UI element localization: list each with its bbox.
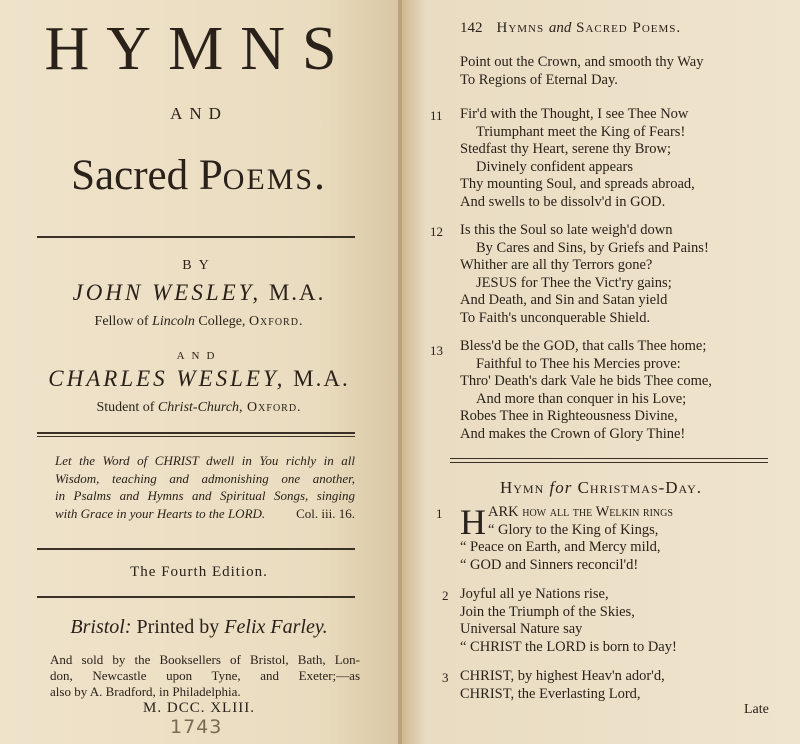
- verse-line: “ Glory to the King of Kings,: [488, 521, 659, 538]
- verse-line: And swells to be dissolv'd in GOD.: [460, 193, 666, 210]
- rule-above-epigraph-thin: [37, 436, 355, 437]
- verse-line: Fir'd with the Thought, I see Thee Now: [460, 106, 689, 122]
- verse-line: “ GOD and Sinners reconcil'd!: [460, 556, 639, 573]
- imprint-printer: [0, 616, 398, 639]
- affil-text: Student of: [96, 400, 158, 415]
- verse-line: Universal Nature say: [460, 621, 583, 637]
- verse-line: Faithful to Thee his Mercies prove:: [476, 355, 681, 372]
- author-charles-name: CHARLES WESLEY,: [48, 366, 286, 391]
- verse-line: “ CHRIST the LORD is born to Day!: [460, 638, 677, 655]
- author-john-name: JOHN WESLEY,: [72, 280, 262, 305]
- verse-line: To Faith's unconquerable Shield.: [460, 309, 651, 326]
- verse-line: Is this the Soul so late weigh'd down: [460, 222, 673, 238]
- author-charles-degree: M.A.: [293, 366, 350, 391]
- catchword: Late: [744, 702, 769, 717]
- running-head-text: Sacred Poems.: [571, 20, 682, 36]
- verse-line: Triumphant meet the King of Fears!: [476, 123, 686, 140]
- author-charles-affiliation: [0, 400, 398, 416]
- affil-university: Oxford.: [242, 400, 302, 415]
- stanza-number: 13: [430, 343, 443, 358]
- verse-line: And more than conquer in his Love;: [476, 390, 687, 407]
- hymn-page: [402, 0, 800, 744]
- section-rule: [450, 458, 768, 459]
- running-head-text: and: [548, 20, 572, 36]
- verse-line: CHRIST, by highest Heav'n ador'd,: [460, 668, 665, 684]
- verse-line: “ Peace on Earth, and Mercy mild,: [460, 539, 661, 555]
- verse-line: Robes Thee in Righteousness Divine,: [460, 408, 678, 424]
- epigraph-line: Let the Word of CHRIST dwell in You richly in all: [55, 453, 355, 468]
- hymn-title: [402, 478, 800, 498]
- drop-cap: H: [460, 502, 486, 542]
- imprint-line: also by A. Bradford, in Philadelphia.: [50, 684, 241, 699]
- verse-line: Thro' Death's dark Vale he bids Thee come,: [460, 373, 712, 389]
- author-charles: [0, 366, 398, 392]
- verse-line: ARK how all the Welkin rings: [488, 504, 673, 520]
- epigraph-reference: Col. iii. 16.: [296, 505, 355, 521]
- verse-line: JESUS for Thee the Vict'ry gains;: [476, 274, 672, 291]
- title-main: HYMNS: [44, 15, 354, 83]
- epigraph-line: Wisdom, teaching and admonishing one another,: [55, 470, 355, 486]
- imprint-line: And sold by the Booksellers of Bristol, Bath, Lon-: [50, 652, 360, 667]
- stanza-number: 11: [430, 108, 443, 123]
- affil-text: College,: [194, 314, 249, 329]
- stanza-number: 1: [436, 506, 443, 521]
- imprint-printer-name: Felix Farley.: [224, 616, 328, 638]
- page-number: 142: [460, 20, 483, 36]
- rule-below-edition: [37, 596, 355, 598]
- verse-line: Join the Triumph of the Skies,: [460, 603, 635, 620]
- affil-text: Fellow of: [94, 314, 153, 329]
- verse-line: Divinely confident appears: [476, 158, 634, 175]
- running-head: [460, 20, 681, 37]
- edition: The Fourth Edition.: [130, 564, 268, 580]
- epigraph: [55, 452, 355, 522]
- title-sacred-poems: [0, 148, 398, 204]
- verse-line: Point out the Crown, and smooth thy Way: [460, 54, 704, 70]
- affil-university: Oxford.: [248, 314, 304, 329]
- verse-line: And makes the Crown of Glory Thine!: [460, 425, 686, 442]
- title-page: [0, 0, 398, 744]
- imprint-city: Bristol:: [70, 616, 132, 638]
- stanza-number: 2: [442, 588, 449, 603]
- title-sacred-part-a: Sacred P: [71, 152, 223, 199]
- title-rule: [37, 236, 355, 238]
- hymn-title-text: for: [549, 478, 573, 497]
- running-head-text: Hymns: [496, 20, 549, 36]
- handwritten-year: 1743: [170, 716, 223, 738]
- author-john-affiliation: [0, 314, 398, 330]
- by-line: BY: [182, 258, 216, 273]
- verse-line: Stedfast thy Heart, serene thy Brow;: [460, 141, 672, 157]
- epigraph-line: in Psalms and Hymns and Spiritual Songs, singing: [55, 488, 355, 503]
- rule-below-epigraph: [37, 548, 355, 550]
- verse-line: To Regions of Eternal Day.: [460, 71, 618, 88]
- author-john-degree: M.A.: [268, 280, 326, 305]
- title-and: AND: [170, 104, 228, 123]
- epigraph-line: with Grace in your Hearts to the LORD.: [55, 505, 266, 521]
- imprint-date: M. DCC. XLIII.: [143, 700, 255, 716]
- verse-line: By Cares and Sins, by Griefs and Pains!: [476, 239, 709, 256]
- rule-above-epigraph: [37, 432, 355, 434]
- verse-line: Bless'd be the GOD, that calls Thee home;: [460, 338, 707, 354]
- stanza-number: 12: [430, 224, 443, 239]
- verse-line: Joyful all ye Nations rise,: [460, 586, 609, 602]
- author-john: [0, 280, 398, 306]
- hymn-title-text: Hymn: [499, 478, 550, 497]
- imprint-booksellers: [50, 652, 360, 700]
- affil-college: Lincoln: [152, 314, 195, 329]
- title-sacred-part-b: oems.: [222, 152, 327, 199]
- section-rule: [450, 462, 768, 463]
- and-line: AND: [176, 350, 222, 362]
- verse-line: And Death, and Sin and Satan yield: [460, 292, 668, 308]
- verse-line: CHRIST, the Everlasting Lord,: [460, 685, 641, 702]
- affil-college: Christ-Church,: [157, 400, 243, 415]
- verse-line: Whither are all thy Terrors gone?: [460, 257, 653, 273]
- imprint-line: don, Newcastle upon Tyne, and Exeter;—as: [50, 668, 360, 683]
- verse-line: Thy mounting Soul, and spreads abroad,: [460, 176, 695, 192]
- stanza-number: 3: [442, 670, 449, 685]
- imprint-text: Printed by: [131, 616, 225, 638]
- hymn-title-text: Christmas-Day.: [572, 478, 703, 497]
